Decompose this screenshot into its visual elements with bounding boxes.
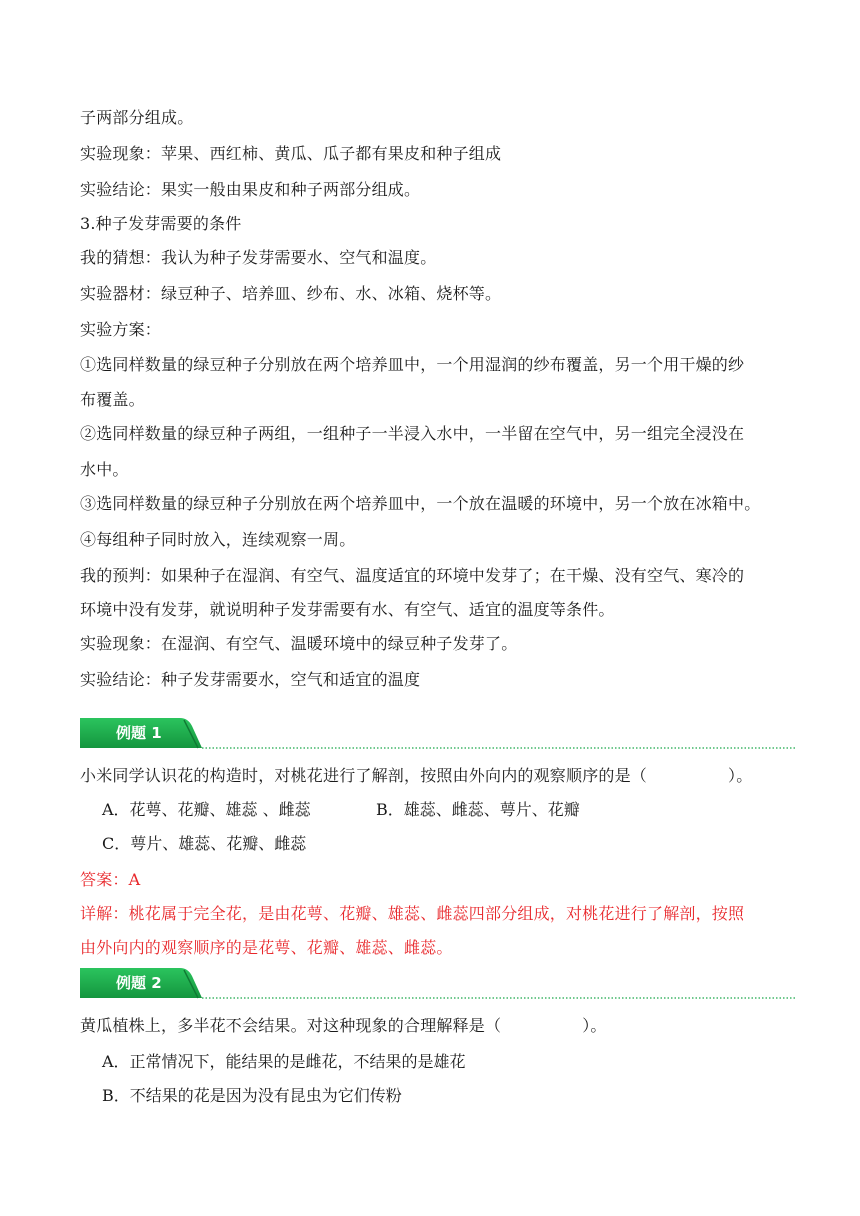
banner-shape [80, 718, 796, 750]
answer-text: 答案：A [80, 870, 141, 889]
body-line: ②选同样数量的绿豆种子两组，一组种子一半浸入水中，一半留在空气中，另一组完全浸没在 [80, 424, 745, 443]
option-c: C．萼片、雄蕊、花瓣、雌蕊 [102, 834, 307, 853]
question-text: 黄瓜植株上，多半花不会结果。对这种现象的合理解释是（ ）。 [80, 1016, 607, 1035]
body-line: 实验现象：苹果、西红柿、黄瓜、瓜子都有果皮和种子组成 [80, 144, 502, 163]
body-line: 我的预判：如果种子在湿润、有空气、温度适宜的环境中发芽了；在干燥、没有空气、寒冷的 [80, 566, 745, 585]
body-line: 实验结论：果实一般由果皮和种子两部分组成。 [80, 180, 421, 199]
banner-shape [80, 968, 796, 1000]
option-a: A．花萼、花瓣、雄蕊 、雌蕊 [102, 800, 311, 819]
example-label: 例题 1 [116, 724, 162, 742]
body-line: ③选同样数量的绿豆种子分别放在两个培养皿中，一个放在温暖的环境中，另一个放在冰箱中。 [80, 494, 761, 513]
body-line: 实验现象：在湿润、有空气、温暖环境中的绿豆种子发芽了。 [80, 634, 518, 653]
example-banner [80, 968, 796, 1000]
body-line: ①选同样数量的绿豆种子分别放在两个培养皿中，一个用湿润的纱布覆盖，另一个用干燥的纱 [80, 355, 745, 374]
body-line: 实验方案： [80, 320, 162, 339]
example-label: 例题 2 [116, 974, 162, 992]
explanation-line: 由外向内的观察顺序的是花萼、花瓣、雄蕊、雌蕊。 [80, 938, 453, 957]
example-banner [80, 718, 796, 750]
section-heading: 3.种子发芽需要的条件 [80, 214, 242, 233]
body-line: 环境中没有发芽，就说明种子发芽需要有水、有空气、适宜的温度等条件。 [80, 600, 615, 619]
option-a: A．正常情况下，能结果的是雌花，不结果的是雄花 [102, 1052, 466, 1071]
body-line: 布覆盖。 [80, 390, 145, 409]
body-line: 实验器材：绿豆种子、培养皿、纱布、水、冰箱、烧杯等。 [80, 284, 502, 303]
body-line: 我的猜想：我认为种子发芽需要水、空气和温度。 [80, 248, 437, 267]
body-line: 实验结论：种子发芽需要水，空气和适宜的温度 [80, 670, 421, 689]
body-line: 子两部分组成。 [80, 108, 194, 127]
body-line: 水中。 [80, 460, 129, 479]
option-b: B．不结果的花是因为没有昆虫为它们传粉 [102, 1086, 402, 1105]
body-line: ④每组种子同时放入，连续观察一周。 [80, 530, 356, 549]
explanation-line: 详解：桃花属于完全花，是由花萼、花瓣、雄蕊、雌蕊四部分组成，对桃花进行了解剖，按照 [80, 904, 745, 923]
option-b: B．雄蕊、雌蕊、萼片、花瓣 [376, 800, 580, 819]
question-text: 小米同学认识花的构造时，对桃花进行了解剖，按照由外向内的观察顺序的是（ ）。 [80, 766, 753, 785]
